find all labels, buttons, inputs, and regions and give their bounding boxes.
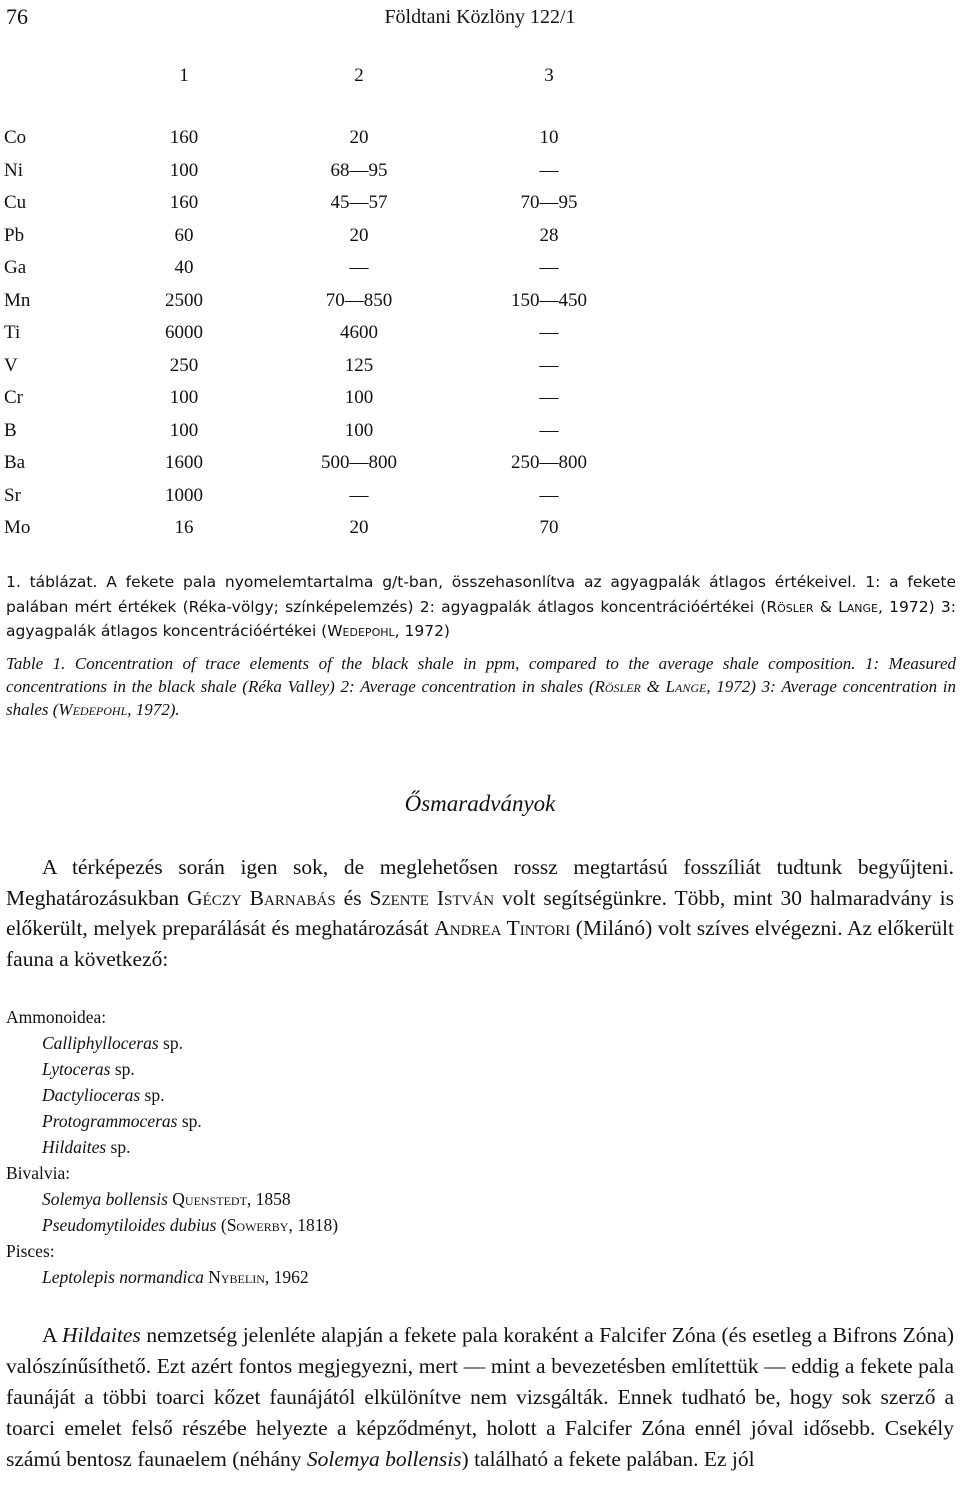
table-cell: 100: [169, 387, 199, 409]
fauna-species: [6, 1186, 946, 1212]
fauna-group-label: Pisces:: [6, 1241, 55, 1261]
body-text: A: [42, 1323, 62, 1347]
fauna-species: [6, 1082, 946, 1108]
table-cell: —: [539, 257, 559, 279]
table-cell: —: [539, 159, 559, 181]
caption-text: &: [640, 677, 666, 696]
body-text: és: [335, 885, 370, 910]
body-text: (Milánó) volt szíves elvégezni. Az előkerült fauna a következő:: [6, 916, 954, 971]
table-cell: —: [539, 419, 559, 441]
taxon-author: Sowerby: [226, 1215, 289, 1235]
caption-text: &: [813, 597, 839, 616]
taxon-author: Nybelin: [208, 1267, 265, 1287]
table-cell: 150—450: [511, 289, 587, 311]
table-cell: —: [349, 257, 369, 279]
author-name: Rösler: [594, 677, 641, 696]
body-text: volt segítségünkre. Több, mint 30 halmaradvány is előkerült, melyek preparálását és meghatározását: [6, 885, 955, 940]
table-row: [4, 512, 644, 545]
author-name: Wedepohl: [327, 622, 395, 640]
table-cell: —: [349, 484, 369, 506]
table-cell: —: [539, 484, 559, 506]
table-cell: 2500: [165, 289, 203, 311]
taxon-name: Solemya bollensis: [42, 1189, 168, 1209]
caption-text: , 1972).: [127, 700, 180, 719]
table-caption-hungarian: [6, 570, 956, 644]
table-header-row: [4, 60, 644, 92]
taxon-name: Dactylioceras: [42, 1085, 141, 1105]
table-row: [4, 285, 644, 318]
taxon-name: Hildaites: [61, 1323, 141, 1347]
author-name: Rösler: [766, 597, 814, 616]
taxon-year: , 1858: [246, 1189, 291, 1209]
person-name: Géczy Barnabás: [187, 885, 336, 910]
caption-text: 1. táblázat. A fekete pala nyomelemtartalma g/t-ban, összehasonlítva az agyagpalák átlagos értékeivel. 1: a fekete palában mért értékek (Réka-völgy; színképelemzés) 2: agyagpalák átlagos koncentrációértékei (: [6, 573, 956, 616]
table-cell: 45—57: [330, 192, 388, 214]
taxon-suffix: sp.: [177, 1111, 202, 1131]
table-cell: 1600: [165, 452, 203, 474]
table-column-header: 1: [179, 65, 189, 86]
table-cell: 60: [174, 224, 194, 246]
taxon-name: Solemya bollensis: [306, 1447, 462, 1471]
table-cell: 28: [539, 224, 559, 246]
table-row: [4, 480, 644, 513]
table-cell-element: Co: [4, 127, 27, 149]
table-row: [4, 447, 644, 480]
fauna-species: [6, 1108, 946, 1134]
page-number: 76: [6, 4, 28, 29]
author-name: Lange: [838, 597, 878, 616]
table-cell: 70: [539, 517, 559, 539]
caption-text: , 1972): [394, 622, 450, 640]
table-cell-element: Pb: [4, 224, 25, 246]
table-cell: 20: [349, 127, 369, 149]
journal-title: Földtani Közlöny 122/1: [384, 6, 576, 28]
table-row: [4, 350, 644, 383]
running-head: [0, 4, 960, 34]
taxon-suffix: sp.: [140, 1085, 165, 1105]
table-row: [4, 382, 644, 415]
table-cell-element: Ba: [4, 452, 26, 474]
table-column-header: 2: [354, 65, 364, 86]
author-name: Lange: [665, 677, 707, 696]
table-cell: 70—850: [325, 289, 393, 311]
table-cell: 68—95: [330, 159, 388, 181]
table-cell-element: V: [4, 354, 18, 376]
table-cell: 100: [344, 387, 374, 409]
table-cell: 20: [349, 224, 369, 246]
fauna-list: [6, 1004, 946, 1290]
taxon-punct: (: [216, 1215, 227, 1235]
table-cell: 250: [169, 354, 199, 376]
body-text: A térképezés során igen sok, de meglehetősen rossz megtartású fosszíliát tudtunk begyűjteni. Meghatározásukban: [6, 855, 954, 910]
taxon-suffix: sp.: [110, 1059, 135, 1079]
section-heading: Ősmaradványok: [404, 791, 556, 816]
taxon-name: Calliphylloceras: [42, 1033, 159, 1053]
table-row: [4, 187, 644, 220]
fauna-group-label: Ammonoidea:: [6, 1007, 107, 1027]
table-cell: 1000: [165, 484, 203, 506]
taxon-name: Lytoceras: [42, 1059, 111, 1079]
taxon-name: Hildaites: [42, 1137, 107, 1157]
taxon-year: , 1962: [264, 1267, 309, 1287]
taxon-suffix: sp.: [106, 1137, 131, 1157]
table-cell-element: Ga: [4, 257, 27, 279]
body-text: ) található a fekete palában. Ez jól: [461, 1447, 755, 1471]
fauna-species: [6, 1030, 946, 1056]
fauna-group-label: Bivalvia:: [6, 1163, 71, 1183]
table-row: [4, 155, 644, 188]
table-cell: 100: [344, 419, 374, 441]
discussion-paragraph: [6, 1320, 954, 1475]
table-cell-element: Ni: [4, 159, 23, 181]
table-cell: 100: [169, 419, 199, 441]
table-cell-element: Ti: [4, 322, 21, 344]
table-cell: 250—800: [511, 452, 587, 474]
body-text: nemzetség jelenléte alapján a fekete pala koraként a Falcifer Zóna (és esetleg a Bifrons Zóna) valószínűsíthető. Ezt azért fontos megjegyezni, mert — mint a bevezetésben említettük — eddig a fekete pala faunáját a többi toarci kőzet faunájától elkülönítve nem vizsgálták. Ennek tudható be, hogy sok szerző a toarci emelet felső részébe helyezte a képződményt, holott a Falcifer Zóna ennél jóval idősebb. Csekély számú bentosz faunaelem (néhány: [6, 1323, 954, 1471]
taxon-name: Leptolepis normandica: [42, 1267, 204, 1287]
table-cell: —: [539, 354, 559, 376]
table-caption-english: [6, 652, 956, 721]
table-cell: 100: [169, 159, 199, 181]
fauna-species: [6, 1212, 946, 1238]
table-row: [4, 317, 644, 350]
table-row: [4, 415, 644, 448]
table-cell: 10: [539, 127, 559, 149]
taxon-name: Protogrammoceras: [42, 1111, 178, 1131]
table-cell-element: B: [4, 419, 17, 441]
table-cell: 160: [169, 127, 199, 149]
table-cell: 160: [169, 192, 199, 214]
table-row: [4, 252, 644, 285]
table-cell: 125: [344, 354, 374, 376]
table-row: [4, 220, 644, 253]
trace-element-table: [4, 60, 644, 545]
table-cell-element: Cu: [4, 192, 27, 214]
caption-text: , 1972) 3: agyagpalák átlagos koncentrációértékei (: [6, 597, 956, 640]
table-cell: —: [539, 387, 559, 409]
author-name: Wedepohl: [58, 700, 128, 719]
person-name: Szente István: [369, 885, 495, 910]
taxon-suffix: sp.: [158, 1033, 183, 1053]
taxon-name: Pseudomytiloides dubius: [42, 1215, 217, 1235]
table-row: [4, 122, 644, 155]
person-name: Andrea Tintori: [434, 916, 571, 940]
table-cell: 70—95: [520, 192, 578, 214]
taxon-year: , 1818): [288, 1215, 339, 1235]
table-cell: 16: [174, 517, 194, 539]
fauna-species: [6, 1264, 946, 1290]
table-cell: 20: [349, 517, 369, 539]
table-cell: 500—800: [321, 452, 397, 474]
table-cell: —: [539, 322, 559, 344]
table-cell: 6000: [165, 322, 203, 344]
table-cell-element: Mo: [4, 517, 31, 539]
table-cell: 40: [174, 257, 194, 279]
table-cell-element: Sr: [4, 484, 21, 506]
intro-paragraph: [6, 852, 954, 974]
fauna-species: [6, 1056, 946, 1082]
taxon-author: Quenstedt: [172, 1189, 247, 1209]
table-column-header: 3: [544, 65, 554, 86]
caption-text: Table 1. Concentration of trace elements of the black shale in ppm, compared to the average shale composition. 1: Measured concentrations in the black shale (Réka Valley) 2: Average concentration in shales (: [6, 654, 956, 696]
fauna-species: [6, 1134, 946, 1160]
table-cell-element: Cr: [4, 387, 23, 409]
table-spacer: [4, 92, 644, 122]
caption-text: , 1972) 3: Average concentration in shales (: [6, 677, 957, 719]
table-cell-element: Mn: [4, 289, 31, 311]
table-header-blank: [4, 60, 104, 92]
table-cell: 4600: [340, 322, 378, 344]
